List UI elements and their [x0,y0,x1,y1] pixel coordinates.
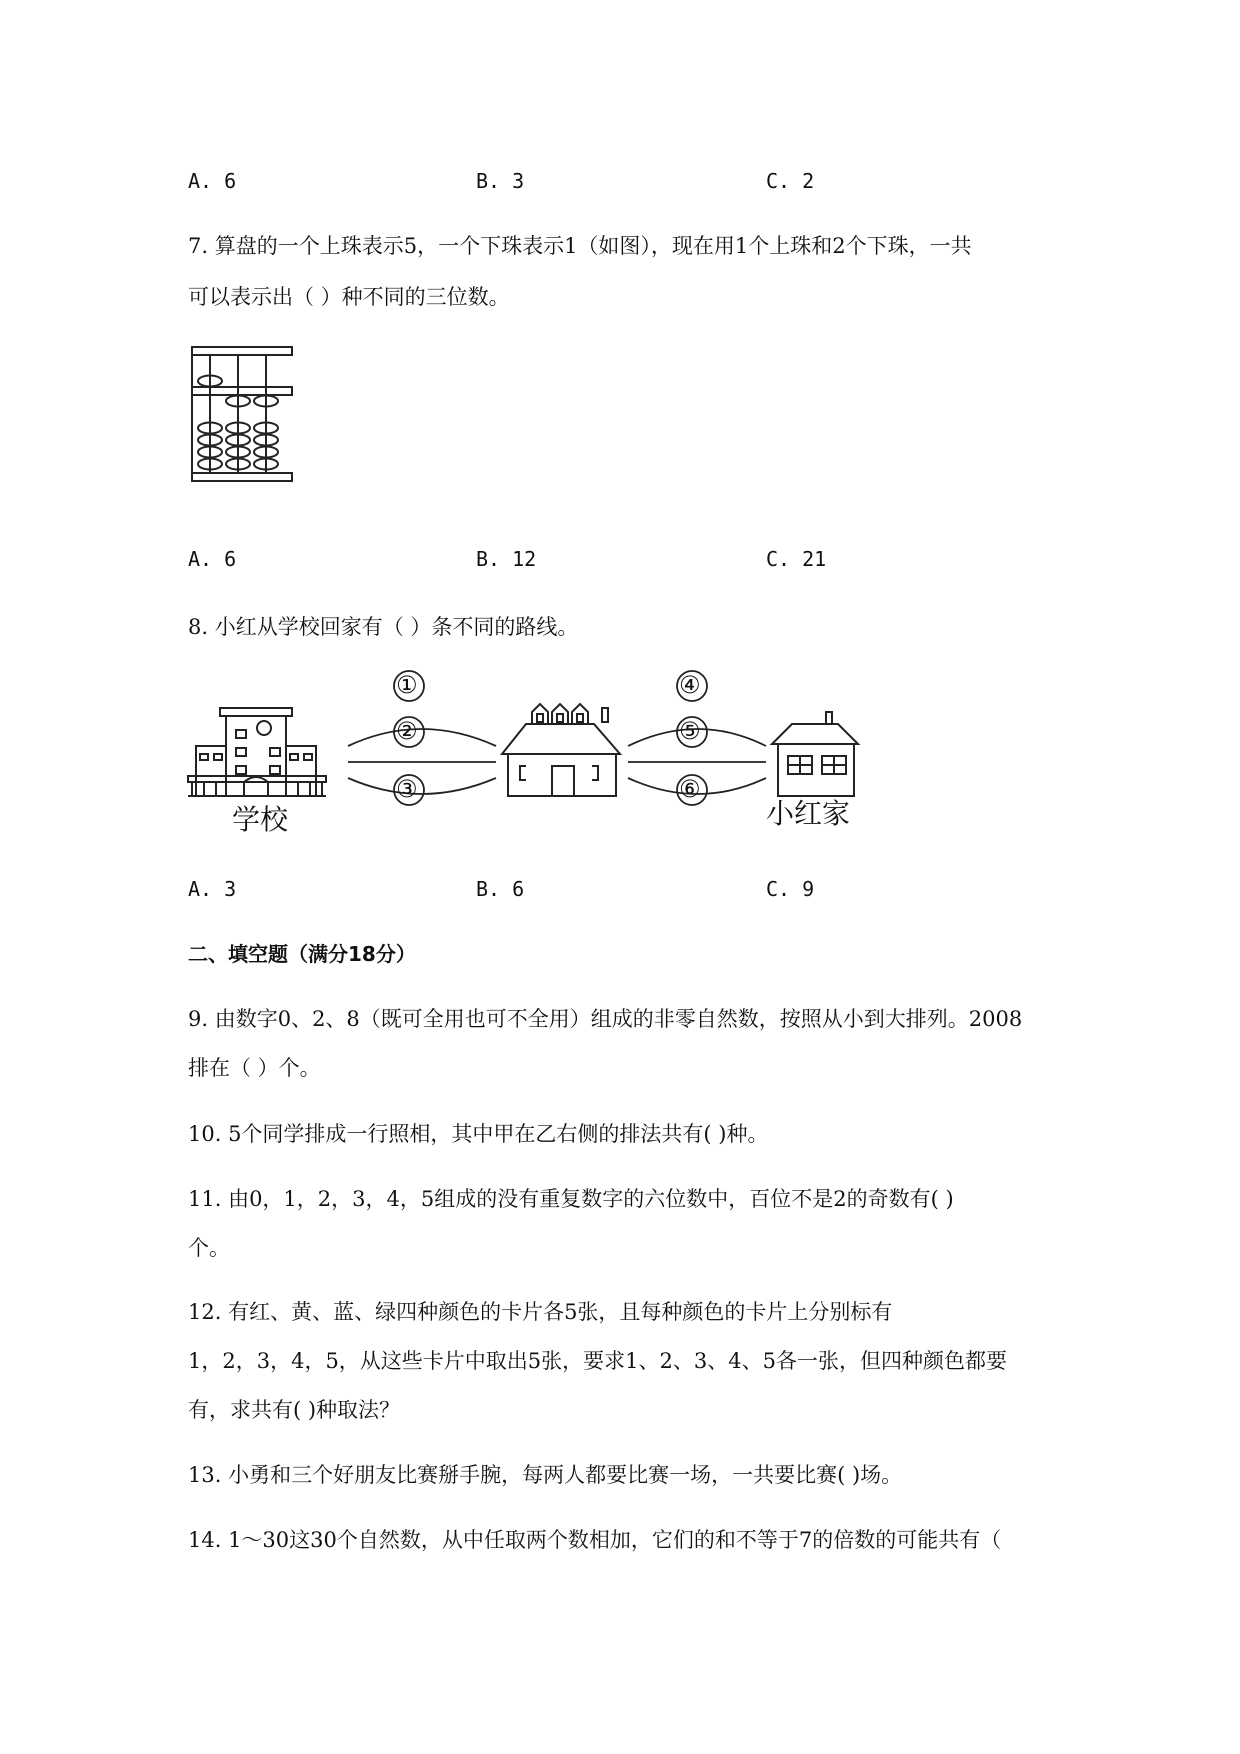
q9-text-line2: 排在（ ）个。 [188,1056,321,1080]
q13-text-line1: 13. 小勇和三个好朋友比赛掰手腕，每两人都要比赛一场，一共要比赛( )场。 [188,1463,903,1487]
q6-option-c: C. 2 [766,169,815,193]
q6-option-a: A. 6 [188,169,237,193]
q12-text-line1: 12. 有红、黄、蓝、绿四种颜色的卡片各5张，且每种颜色的卡片上分别标有 [188,1300,893,1324]
q11-text-line1: 11. 由0，1，2，3，4，5组成的没有重复数字的六位数中，百位不是2的奇数有( ) [188,1187,954,1211]
section-heading: 二、填空题（满分18分） [188,942,416,966]
q6-option-b: B. 3 [476,169,525,193]
q14-text-line1: 14. 1～30这30个自然数，从中任取两个数相加，它们的和不等于7的倍数的可能共有（ [188,1528,1002,1552]
routes-left [348,671,496,805]
route-number-6: ⑥ [679,775,701,803]
route-number-4: ④ [679,671,701,699]
q8-option-b: B. 6 [476,877,525,901]
q12-text-line3: 有，求共有( )种取法？ [188,1398,401,1422]
school-label: 学校 [232,803,289,836]
q11-text-line2: 个。 [188,1236,230,1260]
abacus-icon [190,345,300,485]
q8-option-c: C. 9 [766,877,815,901]
middle-house-icon [502,704,620,796]
q7-option-c: C. 21 [766,547,827,571]
q7-option-a: A. 6 [188,547,237,571]
q12-text-line2: 1，2，3，4，5，从这些卡片中取出5张，要求1、2、3、4、5各一张，但四种颜色都要 [188,1349,1007,1373]
q9-text-line1: 9. 由数字0、2、8（既可全用也可不全用）组成的非零自然数，按照从小到大排列。2008 [188,1007,1023,1031]
home-icon [772,712,858,796]
route-figure [186,668,866,838]
home-label: 小红家 [766,797,851,830]
q7-option-b: B. 12 [476,547,537,571]
abacus-figure [190,345,300,489]
route-number-5: ⑤ [679,717,701,745]
q7-text-line1: 7. 算盘的一个上珠表示5，一个下珠表示1（如图），现在用1个上珠和2个下珠，一共 [188,234,972,258]
q10-text-line1: 10. 5个同学排成一行照相，其中甲在乙右侧的排法共有( )种。 [188,1122,769,1146]
route-number-1: ① [396,671,418,699]
q7-text-line2: 可以表示出（ ）种不同的三位数。 [188,285,510,309]
q8-text-line1: 8. 小红从学校回家有（ ）条不同的路线。 [188,615,579,639]
route-number-2: ② [396,717,418,745]
school-icon [188,708,326,796]
q8-option-a: A. 3 [188,877,237,901]
route-number-3: ③ [396,775,418,803]
